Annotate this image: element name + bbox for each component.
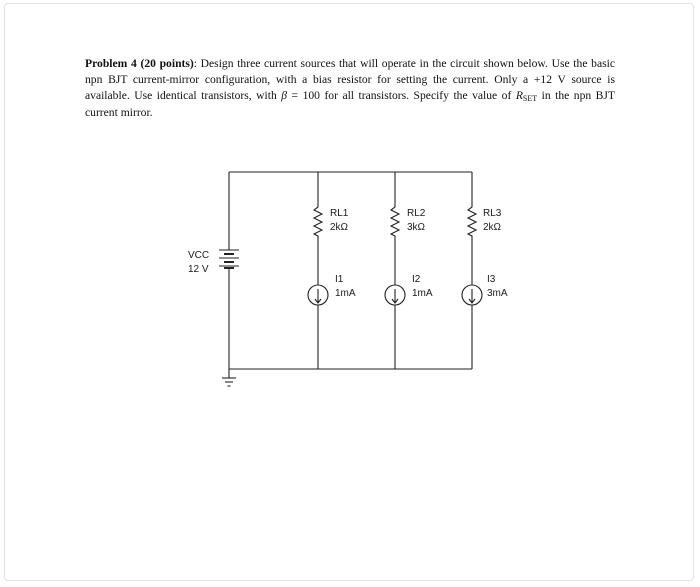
rl2-value-label: 3kΩ — [407, 222, 426, 233]
i3-name-label: I3 — [487, 274, 496, 285]
resistor-rl3-icon — [468, 203, 476, 239]
beta-symbol: β — [281, 89, 288, 103]
rl3-value-label: 2kΩ — [483, 222, 502, 233]
i3-value-label: 3mA — [487, 288, 508, 299]
battery-icon — [219, 250, 239, 268]
vcc-value-label: 12 V — [188, 264, 209, 275]
vcc-name-label: VCC — [188, 250, 210, 261]
resistor-rl1-icon — [314, 203, 322, 239]
rset-symbol: $R_{SET}$ — [515, 89, 538, 104]
ground-icon — [222, 378, 236, 386]
i2-value-label: 1mA — [412, 288, 433, 299]
problem-text-3: in the npn BJT current mirror. — [85, 89, 615, 119]
rl1-name-label: RL1 — [330, 208, 349, 219]
i1-value-label: 1mA — [335, 288, 356, 299]
i2-name-label: I2 — [412, 274, 421, 285]
problem-text-2: = 100 for all transistors. Specify the value of — [287, 89, 516, 103]
rl2-name-label: RL2 — [407, 208, 426, 219]
i1-name-label: I1 — [335, 274, 344, 285]
rl3-name-label: RL3 — [483, 208, 502, 219]
resistor-rl2-icon — [391, 203, 399, 239]
rl1-value-label: 2kΩ — [330, 222, 349, 233]
problem-heading: Problem 4 (20 points) — [85, 57, 194, 70]
problem-text-1: : Design three current sources that will operate in the circuit shown below. Use the basic npn BJT current-mirror configuration, with a bias resistor for setting the current. Only a +12 V source is available. Use identical transistors, with — [85, 57, 615, 103]
